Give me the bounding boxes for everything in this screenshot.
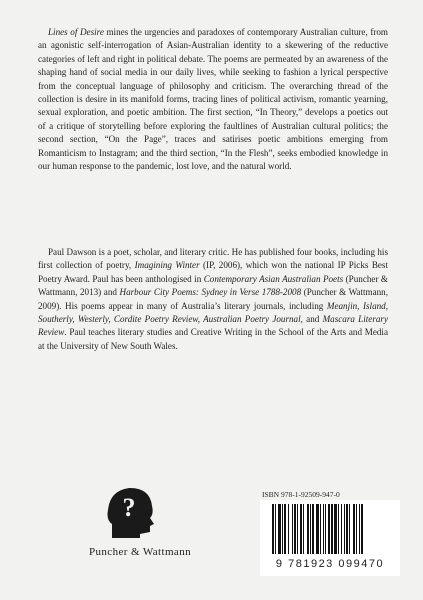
bio-text-5: and <box>302 314 323 325</box>
barcode-digits: 9 781923 099470 <box>275 558 385 570</box>
bio-book-1: Imagining Winter <box>134 260 200 271</box>
publisher-name: Puncher & Wattmann <box>88 546 192 558</box>
bio-book-2: Contemporary Asian Australian Poets <box>203 273 344 284</box>
bio-text-1: Paul Dawson is a poet, scholar, and literary critic. He has published four books, including his first collection of poetry, <box>38 247 388 271</box>
bio-text-4: (Puncher & Wattmann, 2009). His poems appear in many of Australia’s literary journals, including <box>38 287 389 311</box>
question-mark-head-icon <box>100 480 160 540</box>
blurb-text: mines the urgencies and paradoxes of contemporary Australian culture, from an agonistic self-interrogation of Asian-Australian identity to a skewering of the reductive categories of left and right in political debate. The poems are permeated by an awareness of the shaping hand of social media in our daily lives, while seeking to fashion a lyrical perspective from the conceptual language of philosophy and criticism. The overarching thread of the collection is desire in its manifold forms, tracing lines of political activism, romantic yearning, sexual exploration, and poetic ambition. The first section, “In Theory,” develops a poetics out of a critique of storytelling before exploring the faultlines of Australian cultural politics; the second section, “On the Page”, traces and satirises poetic ambitions emerging from Romanticism to Instagram; and the third section, “In the Flesh”, seeks embodied knowledge in our human response to the pandemic, lost love, and the natural world. <box>38 27 389 172</box>
author-bio <box>38 246 388 353</box>
blurb-paragraph <box>38 26 388 173</box>
svg-text:?: ? <box>122 493 136 522</box>
barcode-bars <box>270 504 390 558</box>
bio-journal-last: Mascara Literary Review <box>38 314 388 338</box>
bio-book-3: Harbour City Poems: Sydney in Verse 1788-2008 <box>119 287 302 298</box>
bio-text-2: (IP, 2006), which won the national IP Picks Best Poetry Award. Paul has been anthologised in <box>38 260 388 284</box>
bio-journals: Meanjin, Island, Southerly, Westerly, Cordite Poetry Review, Australian Poetry Journal, <box>38 300 388 325</box>
barcode <box>260 500 400 576</box>
bio-text-3: (Puncher & Wattmann, 2013) and <box>38 273 389 298</box>
bio-text-6: . Paul teaches literary studies and Creative Writing in the School of the Arts and Media at the University of New South Wales. <box>38 327 388 351</box>
isbn-label: ISBN 978-1-92509-947-0 <box>262 490 340 499</box>
book-title: Lines of Desire <box>48 27 104 37</box>
